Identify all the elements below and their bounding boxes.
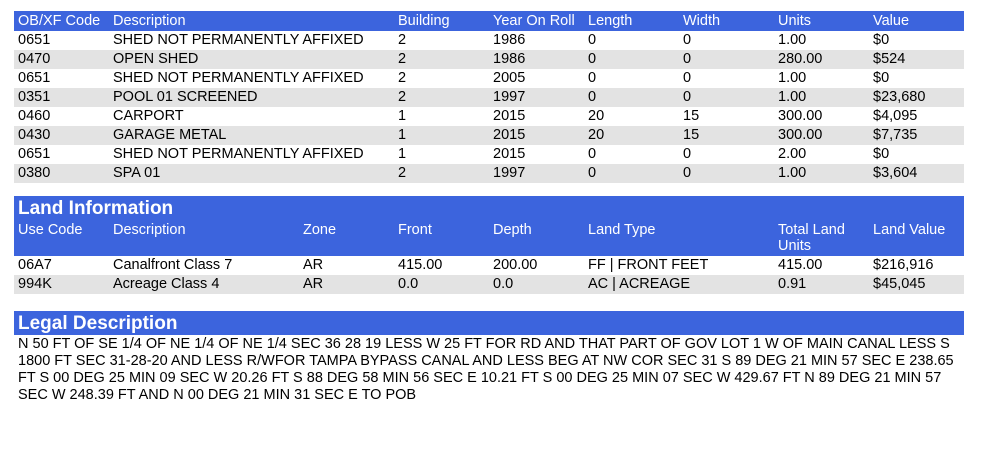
cell-units: 1.00 — [778, 32, 807, 48]
cell-depth: 200.00 — [493, 257, 538, 273]
cell-units: 2.00 — [778, 146, 807, 162]
cell-value: $3,604 — [869, 164, 964, 183]
cell-code: 0651 — [18, 146, 51, 162]
table-row — [14, 50, 964, 69]
column-header-use-code: Use Code — [14, 220, 109, 256]
cell-units: 1.00 — [774, 164, 869, 183]
cell-length: 0 — [584, 164, 679, 183]
cell-description: CARPORT — [113, 108, 184, 124]
cell-year: 2015 — [489, 126, 584, 145]
cell-value: $7,735 — [869, 126, 964, 145]
cell-use-code: 994K — [14, 275, 109, 294]
cell-value: $4,095 — [873, 108, 918, 124]
land-information-title: Land Information — [14, 196, 964, 220]
cell-length: 20 — [588, 108, 605, 124]
cell-length: 0 — [588, 146, 597, 162]
cell-width: 15 — [683, 108, 700, 124]
cell-width: 15 — [679, 126, 774, 145]
table-row — [14, 31, 964, 50]
cell-land-value: $216,916 — [873, 257, 934, 273]
cell-length: 0 — [588, 32, 597, 48]
table-row — [14, 256, 964, 275]
cell-building: 2 — [398, 70, 407, 86]
extra-features-table — [14, 11, 964, 183]
cell-width: 0 — [683, 70, 692, 86]
cell-length: 0 — [588, 70, 597, 86]
extra-features-header-row — [14, 11, 964, 31]
cell-building: 2 — [394, 164, 489, 183]
cell-description: Canalfront Class 7 — [113, 257, 233, 273]
cell-year: 2005 — [493, 70, 526, 86]
cell-code: 0351 — [14, 88, 109, 107]
column-header-land-value: Land Value — [869, 220, 964, 256]
cell-width: 0 — [679, 164, 774, 183]
cell-building: 2 — [394, 50, 489, 69]
cell-code: 0460 — [18, 108, 51, 124]
cell-width: 0 — [683, 32, 692, 48]
column-header-total-land-units: Total Land Units — [774, 220, 869, 256]
column-header-land-type: Land Type — [584, 220, 774, 256]
land-information-section — [14, 196, 964, 294]
column-header-building: Building — [394, 11, 489, 31]
cell-building: 1 — [398, 108, 407, 124]
cell-description: SPA 01 — [109, 164, 394, 183]
table-row — [14, 275, 964, 294]
cell-description: OPEN SHED — [109, 50, 394, 69]
cell-length: 0 — [584, 50, 679, 69]
cell-building: 1 — [394, 126, 489, 145]
cell-building: 2 — [394, 88, 489, 107]
table-row — [14, 107, 964, 126]
cell-use-code: 06A7 — [18, 257, 52, 273]
land-information-table — [14, 220, 964, 294]
cell-units: 1.00 — [774, 88, 869, 107]
cell-description: Acreage Class 4 — [109, 275, 299, 294]
table-row — [14, 88, 964, 107]
cell-code: 0651 — [18, 32, 51, 48]
legal-description-text: N 50 FT OF SE 1/4 OF NE 1/4 OF NE 1/4 SEC 36 28 19 LESS W 25 FT FOR RD AND THAT PART OF GOV LOT 1 W OF MAIN CANAL LESS S 1800 FT SEC 31-28-20 AND LESS R/WFOR TAMPA BYPASS CANAL AND LESS BEG AT NW COR SEC 31 S 89 DEG 21 MIN 57 SEC E 238.65 FT S 00 DEG 25 MIN 09 SEC W 20.26 FT S 88 DEG 58 MIN 56 SEC E 10.21 FT S 00 DEG 25 MIN 07 SEC W 429.67 FT N 89 DEG 21 MIN 57 SEC W 248.39 FT AND N 00 DEG 21 MIN 31 SEC E TO POB — [18, 336, 954, 403]
column-header-units: Units — [774, 11, 869, 31]
cell-land-value: $45,045 — [869, 275, 964, 294]
column-header-length: Length — [584, 11, 679, 31]
column-header-width: Width — [679, 11, 774, 31]
cell-width: 0 — [679, 88, 774, 107]
cell-year: 1986 — [489, 50, 584, 69]
column-header-description: Description — [109, 220, 299, 256]
cell-code: 0380 — [14, 164, 109, 183]
land-header-row — [14, 220, 964, 256]
cell-total-land-units: 415.00 — [778, 257, 823, 273]
cell-units: 1.00 — [778, 70, 807, 86]
cell-total-land-units: 0.91 — [774, 275, 869, 294]
cell-code: 0430 — [14, 126, 109, 145]
column-header-zone: Zone — [299, 220, 394, 256]
cell-value: $0 — [873, 32, 890, 48]
cell-width: 0 — [679, 50, 774, 69]
cell-land-type: AC | ACREAGE — [584, 275, 774, 294]
table-row — [14, 126, 964, 145]
column-header-depth: Depth — [489, 220, 584, 256]
cell-year: 2015 — [493, 146, 526, 162]
cell-units: 280.00 — [774, 50, 869, 69]
column-header-value: Value — [869, 11, 964, 31]
cell-value: $0 — [873, 70, 890, 86]
cell-description: GARAGE METAL — [109, 126, 394, 145]
cell-value: $0 — [873, 146, 890, 162]
cell-year: 1997 — [489, 88, 584, 107]
table-row — [14, 145, 964, 164]
legal-description-title: Legal Description — [14, 311, 964, 335]
cell-year: 1986 — [493, 32, 526, 48]
cell-zone: AR — [299, 275, 394, 294]
cell-depth: 0.0 — [489, 275, 584, 294]
cell-front: 0.0 — [394, 275, 489, 294]
legal-description-section — [14, 311, 964, 404]
cell-year: 1997 — [489, 164, 584, 183]
cell-units: 300.00 — [774, 126, 869, 145]
column-header-year-on-roll: Year On Roll — [489, 11, 584, 31]
property-record — [14, 11, 964, 404]
cell-units: 300.00 — [778, 108, 823, 124]
cell-building: 2 — [398, 32, 407, 48]
column-header-description: Description — [109, 11, 394, 31]
cell-description: POOL 01 SCREENED — [109, 88, 394, 107]
cell-width: 0 — [683, 146, 692, 162]
cell-value: $524 — [869, 50, 964, 69]
table-row — [14, 164, 964, 183]
cell-description: SHED NOT PERMANENTLY AFFIXED — [113, 32, 364, 48]
cell-front: 415.00 — [398, 257, 443, 273]
column-header-front: Front — [394, 220, 489, 256]
cell-length: 0 — [584, 88, 679, 107]
column-header-code: OB/XF Code — [14, 11, 109, 31]
cell-description: SHED NOT PERMANENTLY AFFIXED — [113, 70, 364, 86]
cell-code: 0470 — [14, 50, 109, 69]
cell-length: 20 — [584, 126, 679, 145]
cell-description: SHED NOT PERMANENTLY AFFIXED — [113, 146, 364, 162]
cell-value: $23,680 — [869, 88, 964, 107]
cell-code: 0651 — [18, 70, 51, 86]
cell-land-type: FF | FRONT FEET — [588, 257, 709, 273]
cell-building: 1 — [398, 146, 407, 162]
cell-year: 2015 — [493, 108, 526, 124]
table-row — [14, 69, 964, 88]
cell-zone: AR — [303, 257, 324, 273]
